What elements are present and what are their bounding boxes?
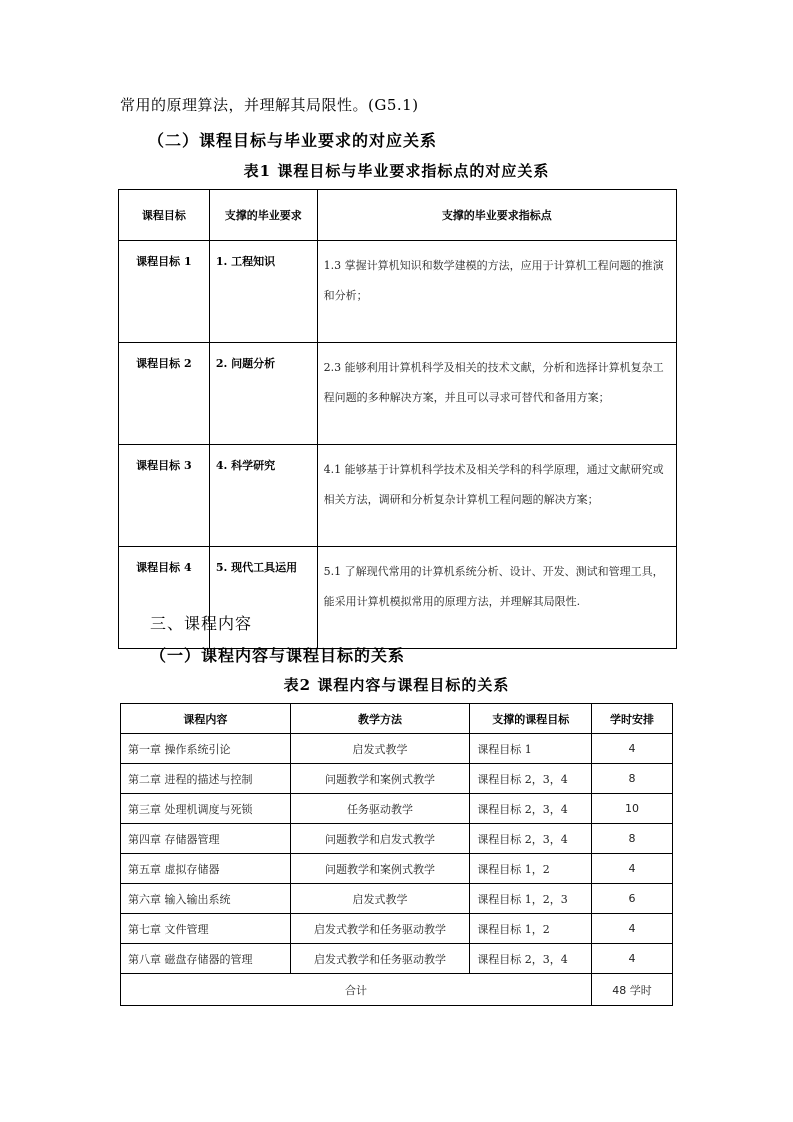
method-cell: 启发式教学和任务驱动教学: [290, 944, 470, 974]
goal-cell: 课程目标 2: [119, 343, 210, 445]
table-header-row: [119, 190, 677, 241]
content-cell: 第一章 操作系统引论: [121, 734, 291, 764]
table-row: [119, 445, 677, 547]
total-row: [121, 974, 673, 1006]
requirement-cell: 2. 问题分析: [209, 343, 317, 445]
content-cell: 第六章 输入输出系统: [121, 884, 291, 914]
header-goals: 支撑的课程目标: [470, 704, 592, 734]
content-cell: 第四章 存储器管理: [121, 824, 291, 854]
requirement-cell: 4. 科学研究: [209, 445, 317, 547]
lead-text: 常用的原理算法，并理解其局限性。(G5.1): [120, 96, 419, 114]
goal-cell: 课程目标 3: [119, 445, 210, 547]
table-row: [121, 914, 673, 944]
section-heading-objectives-mapping: （二）课程目标与毕业要求的对应关系: [148, 131, 438, 150]
header-goal: 课程目标: [119, 190, 210, 241]
method-cell: 问题教学和启发式教学: [290, 824, 470, 854]
goals-cell: 课程目标 2，3，4: [470, 764, 592, 794]
method-cell: 启发式教学和任务驱动教学: [290, 914, 470, 944]
goals-cell: 课程目标 1，2，3: [470, 884, 592, 914]
hours-cell: 4: [592, 734, 673, 764]
table-row: [121, 884, 673, 914]
header-indicator: 支撑的毕业要求指标点: [317, 190, 676, 241]
hours-cell: 4: [592, 854, 673, 884]
header-hours: 学时安排: [592, 704, 673, 734]
table1-caption: 表1 课程目标与毕业要求指标点的对应关系: [243, 162, 550, 180]
method-cell: 问题教学和案例式教学: [290, 854, 470, 884]
goal-cell: 课程目标 1: [119, 241, 210, 343]
hours-cell: 8: [592, 824, 673, 854]
table-row: [121, 824, 673, 854]
method-cell: 任务驱动教学: [290, 794, 470, 824]
goals-cell: 课程目标 1: [470, 734, 592, 764]
hours-cell: 4: [592, 944, 673, 974]
goals-cell: 课程目标 2，3，4: [470, 794, 592, 824]
table-row: [121, 734, 673, 764]
hours-cell: 8: [592, 764, 673, 794]
hours-cell: 4: [592, 914, 673, 944]
section-heading-content-objectives: （一）课程内容与课程目标的关系: [150, 646, 406, 665]
content-objectives-table: [120, 703, 673, 1006]
header-requirement: 支撑的毕业要求: [209, 190, 317, 241]
table-row: [121, 944, 673, 974]
method-cell: 启发式教学: [290, 884, 470, 914]
table2-caption: 表2 课程内容与课程目标的关系: [283, 676, 510, 694]
method-cell: 启发式教学: [290, 734, 470, 764]
content-cell: 第二章 进程的描述与控制: [121, 764, 291, 794]
content-cell: 第五章 虚拟存储器: [121, 854, 291, 884]
goal-cell: 课程目标 4: [119, 547, 210, 649]
requirement-cell: 5. 现代工具运用: [209, 547, 317, 649]
goals-cell: 课程目标 2，3，4: [470, 824, 592, 854]
table-row: [121, 854, 673, 884]
goals-cell: 课程目标 1，2: [470, 914, 592, 944]
table-header-row: [121, 704, 673, 734]
indicator-cell: 1.3 掌握计算机知识和数学建模的方法，应用于计算机工程问题的推演和分析；: [317, 241, 676, 343]
goals-cell: 课程目标 1，2: [470, 854, 592, 884]
requirement-cell: 1. 工程知识: [209, 241, 317, 343]
indicator-cell: 5.1 了解现代常用的计算机系统分析、设计、开发、测试和管理工具，能采用计算机模拟常用的原理方法，并理解其局限性.: [317, 547, 676, 649]
content-cell: 第七章 文件管理: [121, 914, 291, 944]
goals-cell: 课程目标 2，3，4: [470, 944, 592, 974]
section-heading-course-content: 三、课程内容: [150, 614, 253, 633]
header-method: 教学方法: [290, 704, 470, 734]
method-cell: 问题教学和案例式教学: [290, 764, 470, 794]
indicator-cell: 4.1 能够基于计算机科学技术及相关学科的科学原理，通过文献研究或相关方法，调研和分析复杂计算机工程问题的解决方案；: [317, 445, 676, 547]
total-label: 合计: [121, 974, 592, 1006]
table-row: [119, 241, 677, 343]
hours-cell: 10: [592, 794, 673, 824]
hours-cell: 6: [592, 884, 673, 914]
table-row: [121, 764, 673, 794]
objectives-requirements-table: [118, 189, 677, 649]
content-cell: 第八章 磁盘存储器的管理: [121, 944, 291, 974]
total-hours: 48 学时: [592, 974, 673, 1006]
header-content: 课程内容: [121, 704, 291, 734]
indicator-cell: 2.3 能够利用计算机科学及相关的技术文献，分析和选择计算机复杂工程问题的多种解决方案，并且可以寻求可替代和备用方案；: [317, 343, 676, 445]
table-row: [121, 794, 673, 824]
content-cell: 第三章 处理机调度与死锁: [121, 794, 291, 824]
table-row: [119, 343, 677, 445]
